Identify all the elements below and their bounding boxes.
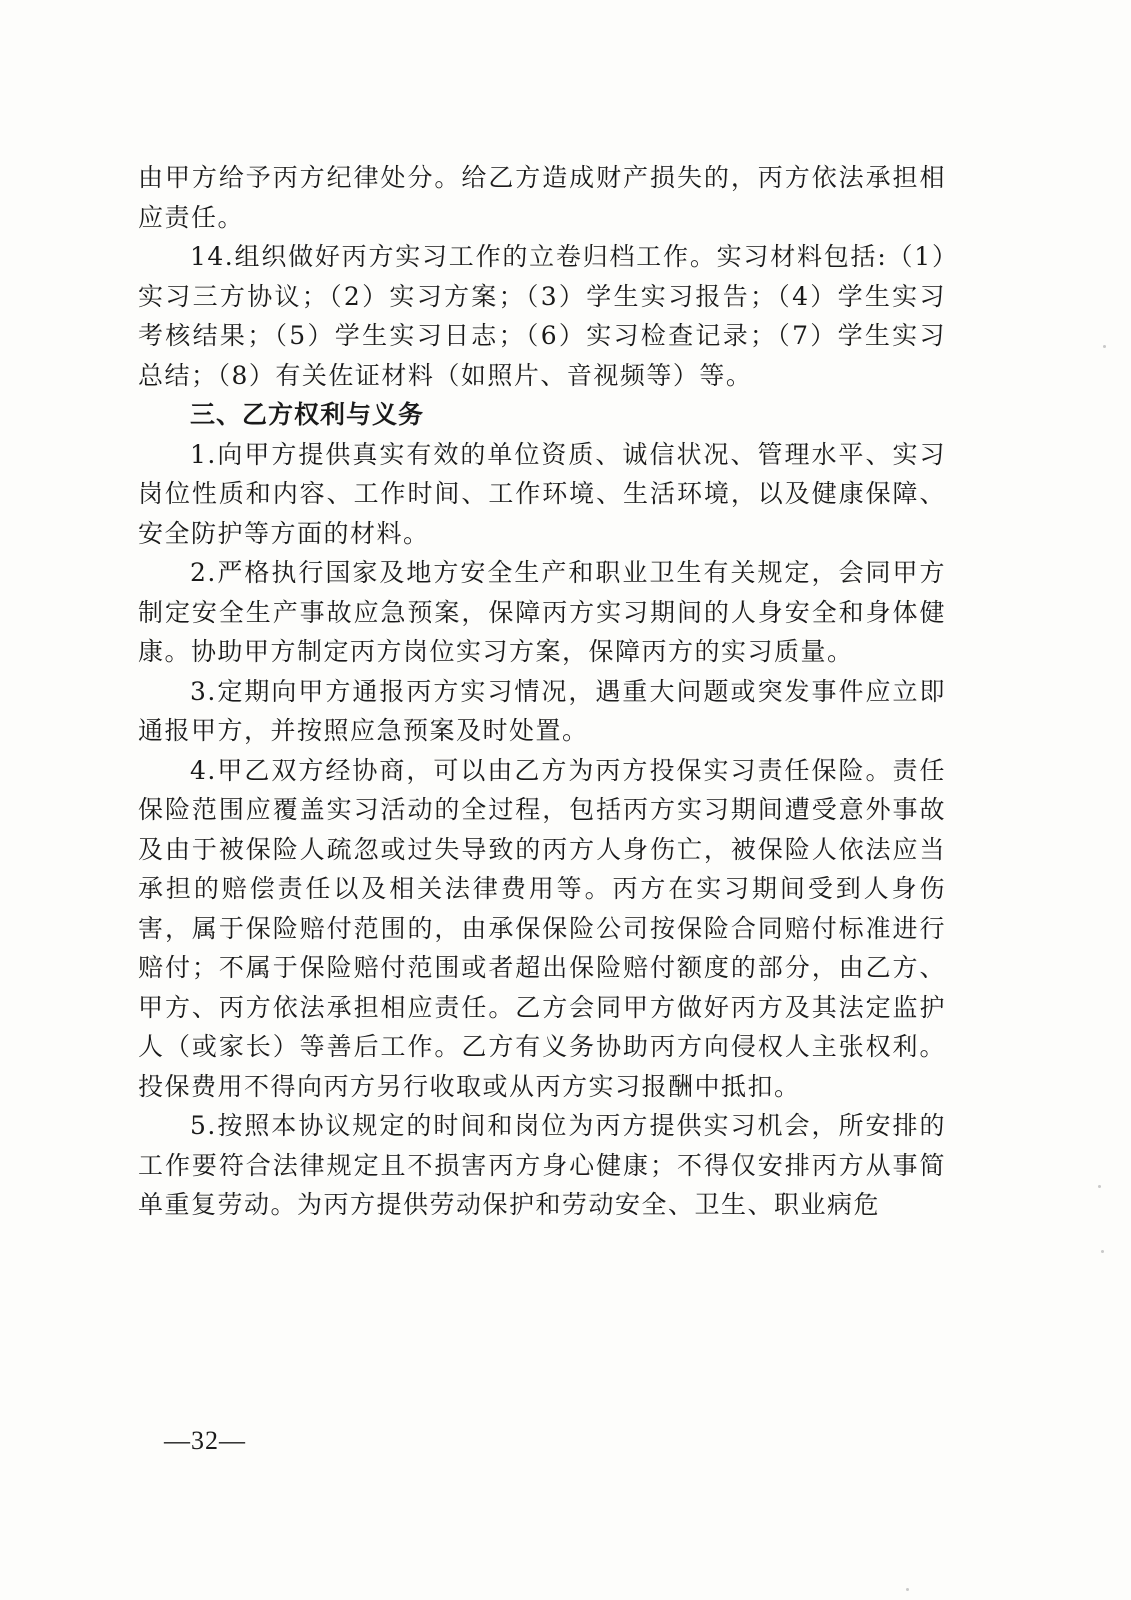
scan-speck — [1101, 1250, 1104, 1253]
paragraph-item-4: 4.甲乙双方经协商，可以由乙方为丙方投保实习责任保险。责任保险范围应覆盖实习活动的全过程，包括丙方实习期间遭受意外事故及由于被保险人疏忽或过失导致的丙方人身伤亡，被保险人依法应当承担的赔偿责任以及相关法律费用等。丙方在实习期间受到人身伤害，属于保险赔付范围的，由承保保险公司按保险合同赔付标准进行赔付；不属于保险赔付范围或者超出保险赔付额度的部分，由乙方、甲方、丙方依法承担相应责任。乙方会同甲方做好丙方及其法定监护人（或家长）等善后工作。乙方有义务协助丙方向侵权人主张权利。投保费用不得向丙方另行收取或从丙方实习报酬中抵扣。 — [138, 755, 946, 1101]
page-number: —32— — [164, 1426, 246, 1455]
scan-speck — [1103, 345, 1106, 348]
document-body — [138, 158, 946, 1225]
scan-speck — [906, 1588, 909, 1591]
paragraph-item-3: 3.定期向甲方通报丙方实习情况，遇重大问题或突发事件应立即通报甲方，并按照应急预案及时处置。 — [138, 676, 946, 745]
paragraph-continuation: 由甲方给予丙方纪律处分。给乙方造成财产损失的，丙方依法承担相应责任。 — [138, 163, 946, 232]
section-heading: 三、乙方权利与义务 — [190, 400, 425, 429]
scan-speck — [1098, 1185, 1101, 1188]
paragraph-item-2: 2.严格执行国家及地方安全生产和职业卫生有关规定，会同甲方制定安全生产事故应急预案，保障丙方实习期间的人身安全和身体健康。协助甲方制定丙方岗位实习方案，保障丙方的实习质量。 — [138, 558, 946, 666]
paragraph-item-14: 14.组织做好丙方实习工作的立卷归档工作。实习材料包括:（1）实习三方协议；（2）实习方案；（3）学生实习报告；（4）学生实习考核结果；（5）学生实习日志；（6）实习检查记录；（7）学生实习总结；（8）有关佐证材料（如照片、音视频等）等。 — [138, 242, 946, 390]
paragraph-item-5: 5.按照本协议规定的时间和岗位为丙方提供实习机会，所安排的工作要符合法律规定且不损害丙方身心健康；不得仅安排丙方从事简单重复劳动。为丙方提供劳动保护和劳动安全、卫生、职业病危 — [138, 1111, 946, 1219]
paragraph-item-1: 1.向甲方提供真实有效的单位资质、诚信状况、管理水平、实习岗位性质和内容、工作时间、工作环境、生活环境，以及健康保障、安全防护等方面的材料。 — [138, 439, 946, 548]
